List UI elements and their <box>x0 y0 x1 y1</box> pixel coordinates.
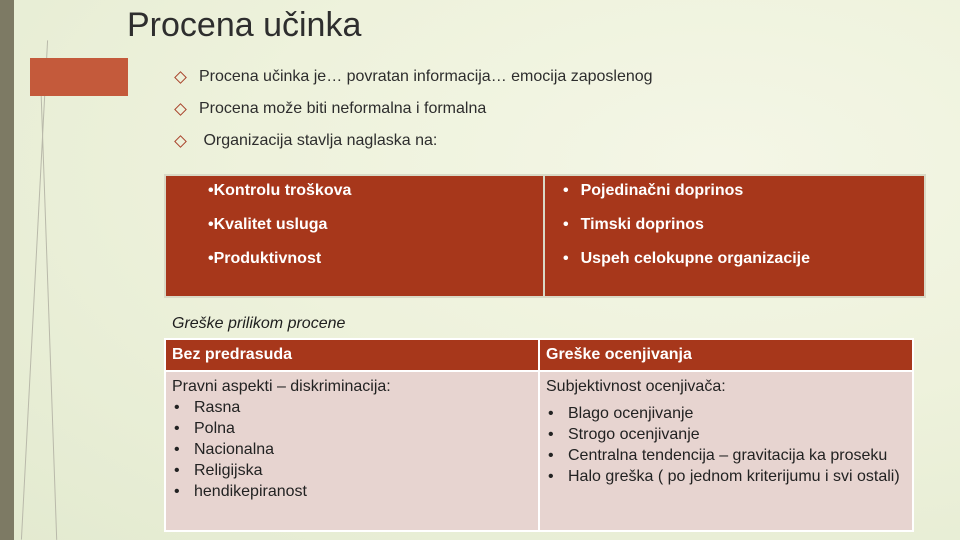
focus-column-left <box>166 176 545 296</box>
focus-item: • Pojedinačni doprinos <box>563 182 924 216</box>
left-decorative-bar <box>0 0 14 540</box>
bullet-item <box>174 66 653 88</box>
errors-header-cell: Greške ocenjivanja <box>539 339 913 371</box>
bullet-text: Procena učinka je… povratan informacija… emocija zaposlenog <box>199 68 653 85</box>
list-item: • Strogo ocenjivanje <box>546 424 906 445</box>
errors-header-cell: Bez predrasuda <box>165 339 539 371</box>
diamond-bullet-icon <box>174 71 187 84</box>
list-item: • Polna <box>172 418 532 439</box>
bullet-text: Organizacija stavlja naglaska na: <box>199 132 438 149</box>
right-cell <box>539 371 913 531</box>
focus-item: •Kvalitet usluga <box>208 216 328 233</box>
diamond-bullet-icon <box>174 135 187 148</box>
bullet-text: Procena može biti neformalna i formalna <box>199 100 487 117</box>
bullet-item <box>174 130 653 152</box>
bullet-item <box>174 98 653 120</box>
errors-header-row <box>165 339 913 371</box>
list-item: • Halo greška ( po jednom kriterijumu i svi ostali) <box>546 466 906 487</box>
cell-title: Pravni aspekti – diskriminacija: <box>172 378 391 395</box>
cell-title: Subjektivnost ocenjivača: <box>546 378 726 395</box>
errors-table <box>164 338 914 532</box>
list-item: • Blago ocenjivanje <box>546 403 906 424</box>
list-item: • Nacionalna <box>172 439 532 460</box>
errors-body-row <box>165 371 913 531</box>
list-item: • Centralna tendencija – gravitacija ka proseku <box>546 445 906 466</box>
bullet-list <box>174 66 653 162</box>
list-item: • hendikepiranost <box>172 481 532 502</box>
focus-column-right <box>545 176 924 296</box>
left-cell <box>165 371 539 531</box>
focus-item: •Produktivnost <box>208 250 322 267</box>
errors-section-title: Greške prilikom procene <box>172 315 346 332</box>
list-item: • Religijska <box>172 460 532 481</box>
focus-item: • Uspeh celokupne organizacije <box>563 250 924 284</box>
list-item: • Rasna <box>172 397 532 418</box>
cell-list <box>546 403 906 487</box>
focus-areas-table <box>164 174 926 298</box>
decorative-line <box>21 40 48 539</box>
diamond-bullet-icon <box>174 103 187 116</box>
title-accent-block <box>30 58 128 96</box>
focus-item: • Timski doprinos <box>563 216 924 250</box>
cell-list <box>172 397 532 502</box>
decorative-line <box>40 70 57 540</box>
slide-title: Procena učinka <box>127 6 362 44</box>
focus-item: •Kontrolu troškova <box>208 182 352 199</box>
